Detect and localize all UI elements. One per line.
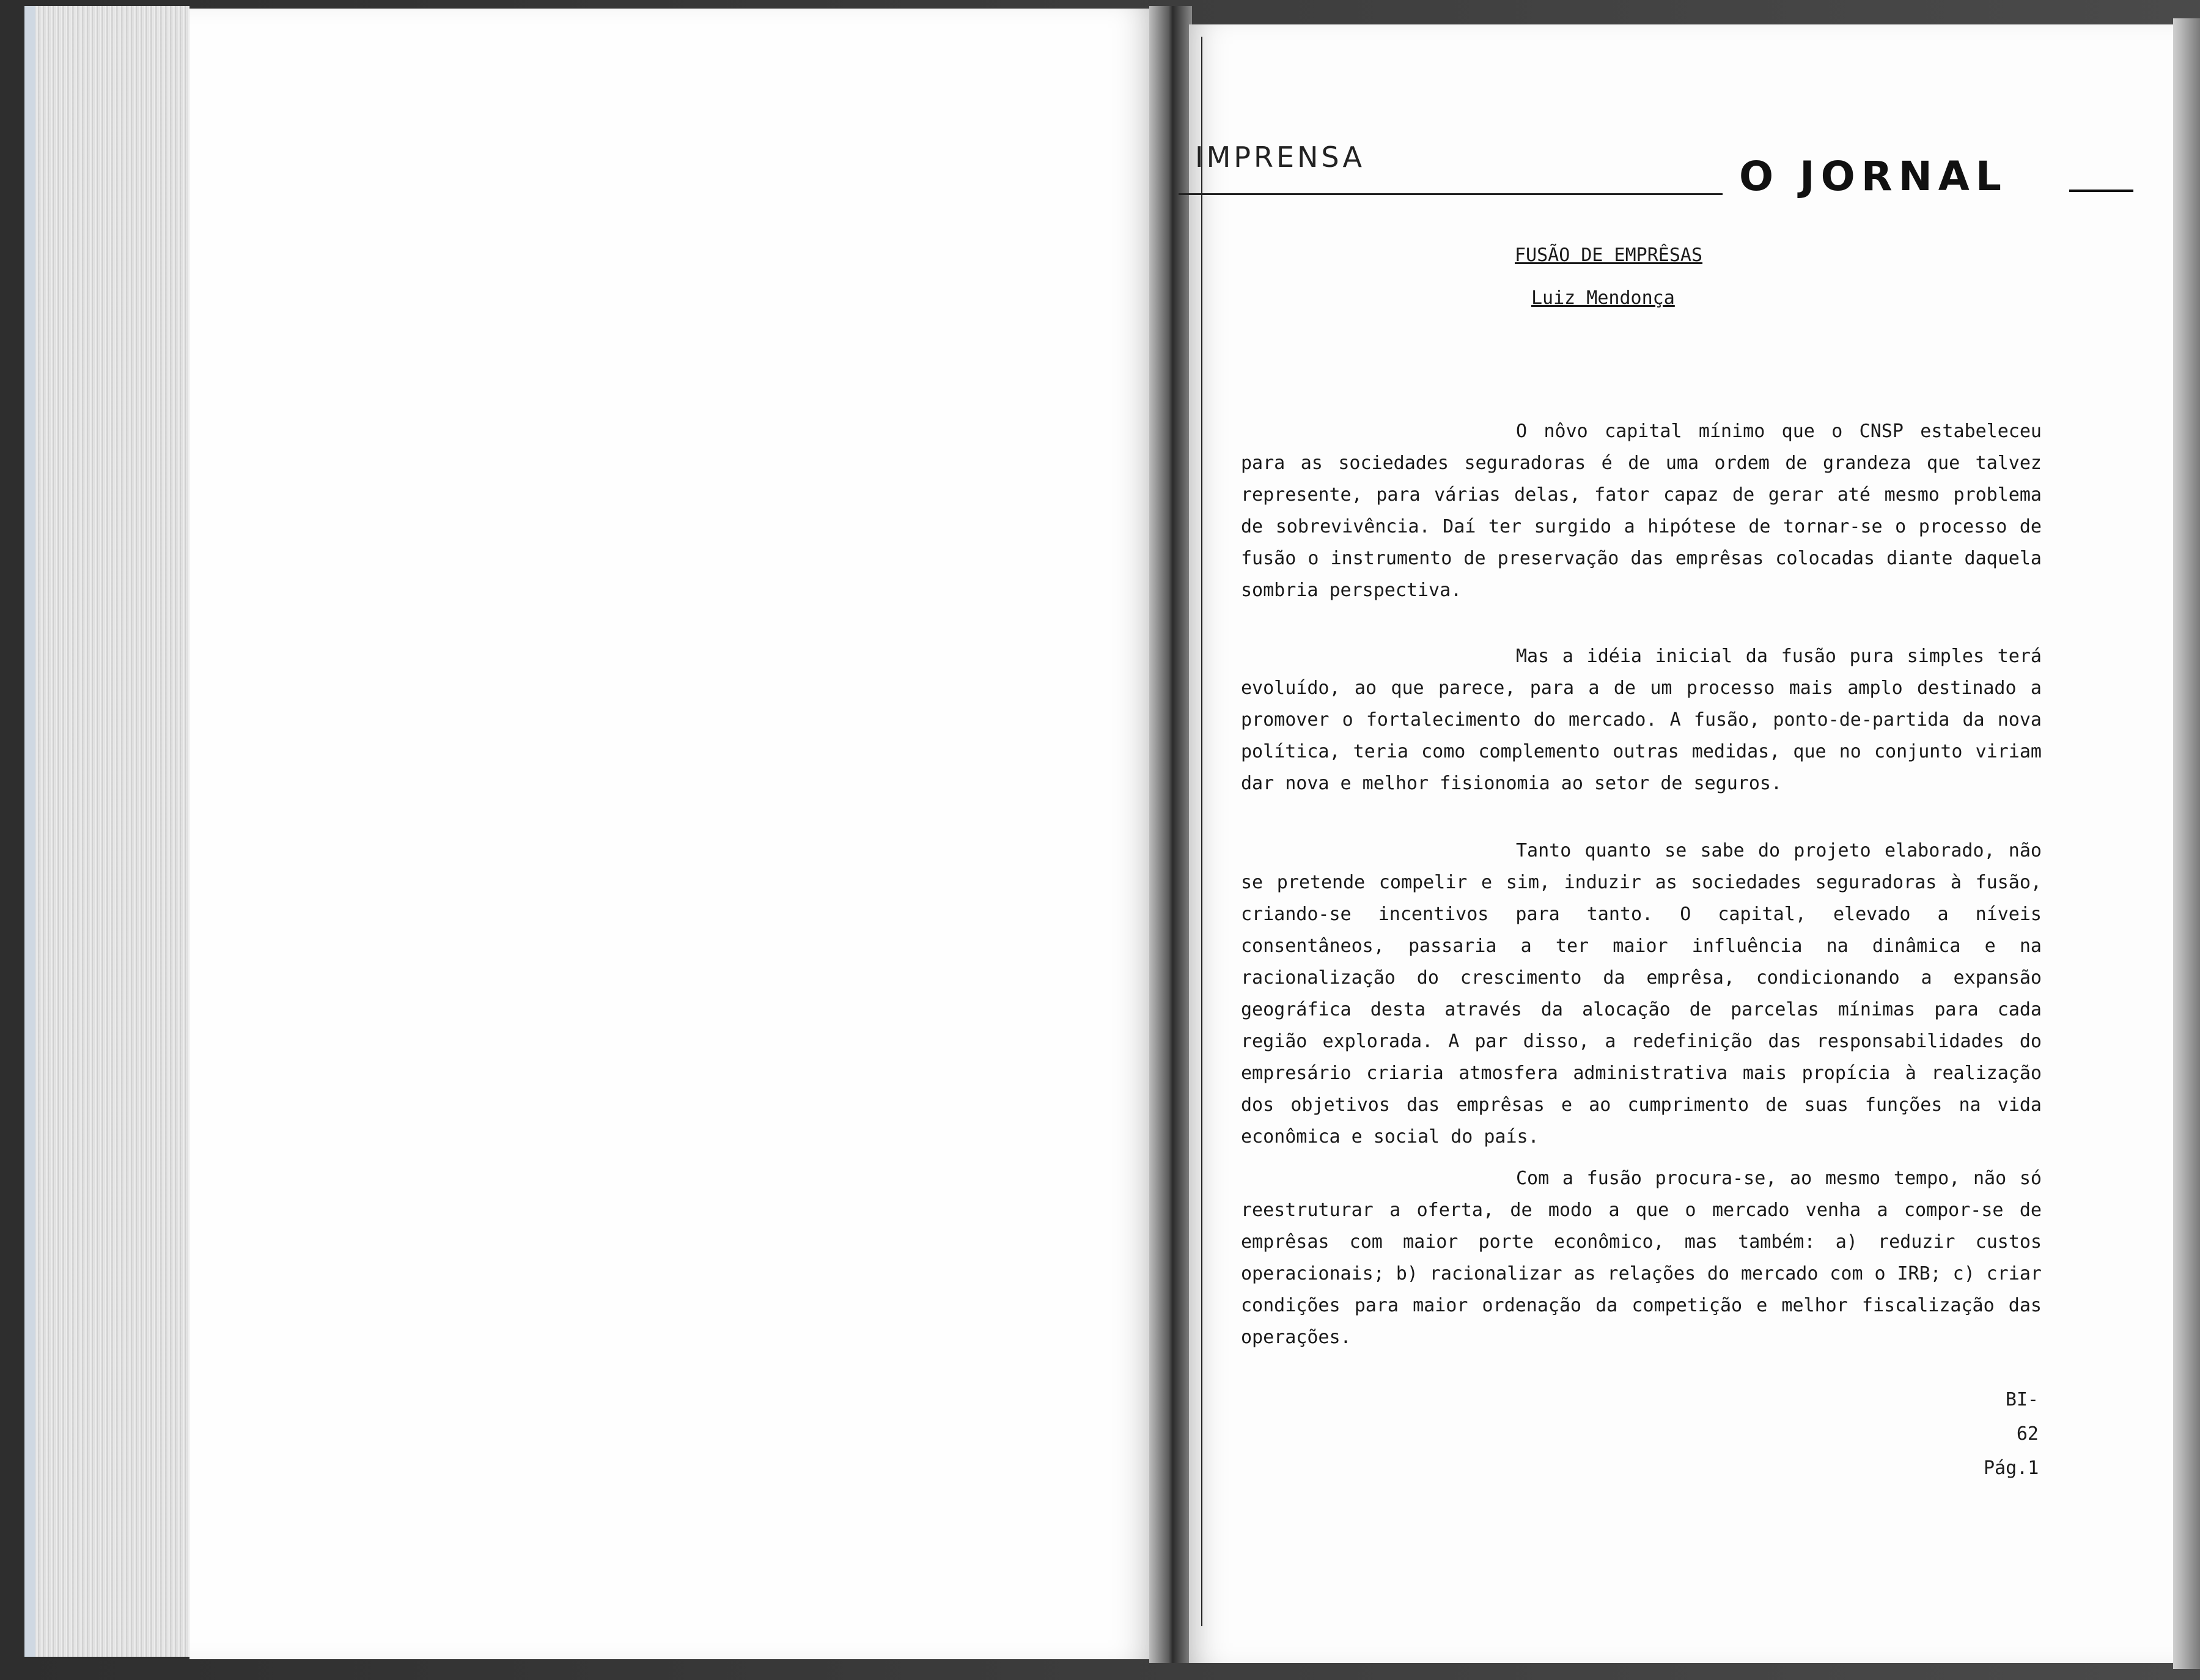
document-code: BI-62 bbox=[2005, 1389, 2039, 1445]
margin-rule bbox=[1201, 37, 1202, 1626]
page-reference bbox=[1984, 1383, 2039, 1486]
page-number: Pág.1 bbox=[1984, 1457, 2039, 1479]
article-author: Luiz Mendonça bbox=[1531, 287, 1675, 309]
page-edges bbox=[24, 6, 189, 1657]
paragraph-4: Com a fusão procura-se, ao mesmo tempo, não só reestruturar a oferta, de modo a que o mercado venha a compor-se de emprêsas com maior porte econômico, mas também: a) reduzir custos operacionais; b) racionalizar as relações do mercado com o IRB; c) criar condições para maior ordenação da competição e melhor fiscalização das operações. bbox=[1241, 1168, 2042, 1348]
publication-name: O JORNAL bbox=[1739, 153, 2007, 200]
right-page-edge bbox=[2173, 18, 2200, 1669]
paragraph-3: Tanto quanto se sabe do projeto elaborado, não se pretende compelir e sim, induzir as sociedades seguradoras à fusão, criando-se incentivos para tanto. O capital, elevado a níveis consentâneos, passaria a ter maior influência na dinâmica e na racionalização do crescimento da emprêsa, condicionando a expansão geográfica desta através da alocação de parcelas mínimas para cada região explorada. A par disso, a redefinição das responsabilidades do empresário criaria atmosfera administrativa mais propícia à realização dos objetivos das emprêsas e ao cumprimento de suas funções na vida econômica e social do país. bbox=[1241, 840, 2042, 1148]
paragraph-2: Mas a idéia inicial da fusão pura simples terá evoluído, ao que parece, para a de um processo mais amplo destinado a promover o fortalecimento do mercado. A fusão, ponto-de-partida da nova política, teria como complemento outras medidas, que no conjunto viriam dar nova e melhor fisionomia ao setor de seguros. bbox=[1241, 646, 2042, 794]
blank-left-page bbox=[189, 9, 1152, 1659]
paragraph-1: O nôvo capital mínimo que o CNSP estabeleceu para as sociedades seguradoras é de uma ordem de grandeza que talvez represente, para várias delas, fator capaz de gerar até mesmo problema de sobrevivência. Daí ter surgido a hipótese de tornar-se o processo de fusão o instrumento de preservação das emprêsas colocadas diante daquela sombria perspectiva. bbox=[1241, 421, 2042, 601]
section-label: IMPRENSA bbox=[1195, 141, 1365, 174]
header-rule bbox=[1179, 193, 1723, 195]
header-tail-rule bbox=[2069, 190, 2133, 192]
book-gutter bbox=[1149, 6, 1192, 1663]
article-title: FUSÃO DE EMPRÊSAS bbox=[1515, 245, 1703, 266]
